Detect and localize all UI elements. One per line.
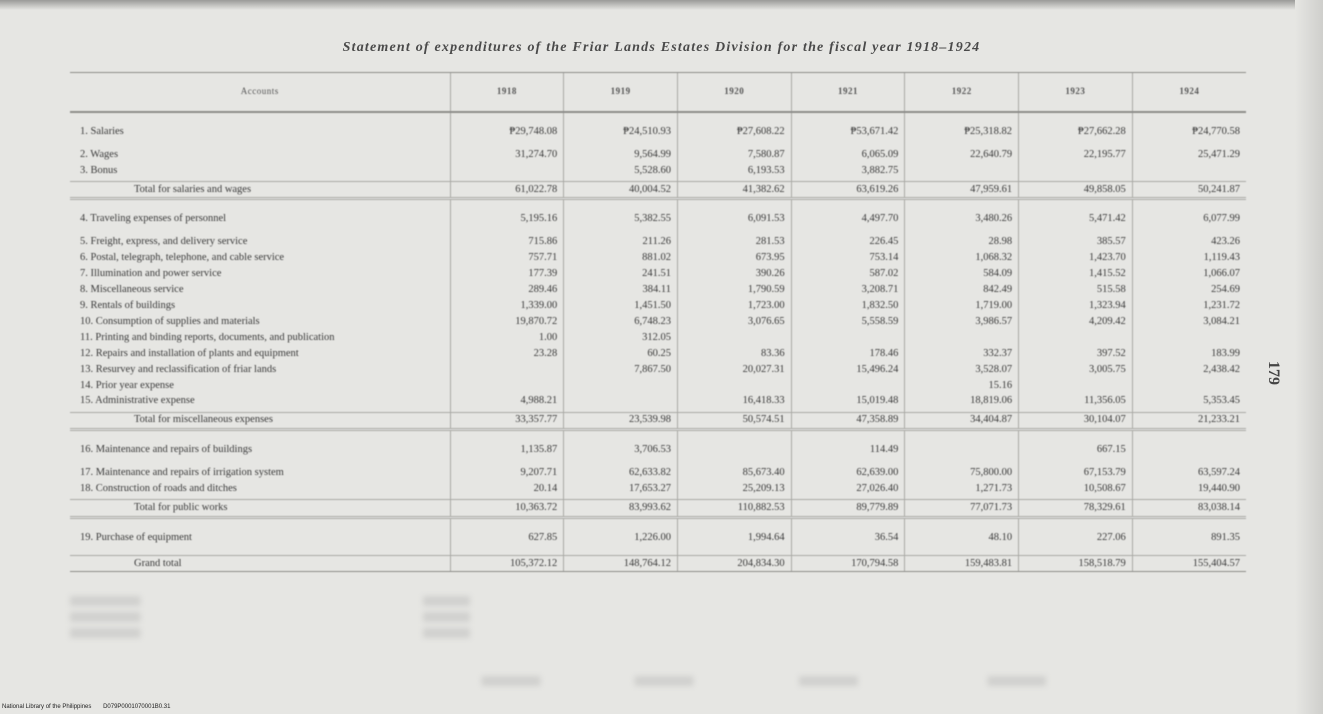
amount-cell: 114.49 — [791, 429, 905, 467]
amount-cell: 49,858.05 — [1019, 181, 1133, 198]
account-label: 1. Salaries — [80, 126, 124, 137]
account-label: 7. Illumination and power service — [80, 268, 222, 280]
amount-cell — [1132, 429, 1246, 467]
amount-cell: 36.54 — [791, 517, 905, 555]
amount-cell: 390.26 — [677, 268, 791, 284]
amount-cell: 62,639.00 — [791, 467, 905, 483]
amount-cell: 3,706.53 — [564, 429, 678, 467]
account-label: 8. Miscellaneous service — [80, 284, 184, 296]
table-row — [70, 165, 1246, 182]
amount-cell: 384.11 — [564, 284, 678, 300]
table-row — [70, 149, 1246, 165]
amount-cell: 47,358.89 — [791, 412, 905, 429]
amount-cell: 9,207.71 — [450, 467, 564, 483]
amount-cell: 5,471.42 — [1019, 199, 1133, 237]
subtotal-row — [70, 500, 1246, 517]
amount-cell: 20,027.31 — [677, 364, 791, 380]
amount-cell — [450, 364, 564, 380]
amount-cell: 2,438.42 — [1132, 364, 1246, 380]
amount-cell: 23.28 — [450, 348, 564, 364]
footer-credit — [2, 704, 180, 710]
amount-cell: 21,233.21 — [1132, 412, 1246, 429]
amount-cell: 62,633.82 — [564, 467, 678, 483]
amount-cell: 63,619.26 — [791, 181, 905, 198]
amount-cell: 61,022.78 — [450, 181, 564, 198]
amount-cell: ₱27,662.28 — [1019, 112, 1133, 149]
amount-cell: 4,209.42 — [1019, 316, 1133, 332]
amount-cell: ₱29,748.08 — [450, 112, 564, 149]
header-year: 1918 — [450, 73, 564, 113]
amount-cell — [1132, 332, 1246, 348]
amount-cell: 30,104.07 — [1019, 412, 1133, 429]
amount-cell: 17,653.27 — [564, 483, 678, 500]
amount-cell: 105,372.12 — [450, 555, 564, 571]
header-accounts: Accounts — [70, 73, 450, 113]
amount-cell: 7,580.87 — [677, 149, 791, 165]
amount-cell: 28.98 — [905, 236, 1019, 252]
table-title: Statement of expenditures of the Friar Lands Estates Division for the fiscal year 1918–1924 — [342, 40, 981, 55]
table-row — [70, 199, 1246, 237]
amount-cell: 20.14 — [450, 483, 564, 500]
footer-library: National Library of the Philippines — [2, 704, 92, 710]
amount-cell: 41,382.62 — [677, 181, 791, 198]
amount-cell: 75,800.00 — [905, 467, 1019, 483]
table-body — [70, 112, 1246, 572]
amount-cell: 3,076.65 — [677, 316, 791, 332]
amount-cell: 27,026.40 — [791, 483, 905, 500]
amount-cell: 67,153.79 — [1019, 467, 1133, 483]
grand-total-row — [70, 555, 1246, 571]
amount-cell: 148,764.12 — [564, 555, 678, 571]
amount-cell: 47,959.61 — [905, 181, 1019, 198]
bleed-through-ghost — [70, 590, 1246, 680]
account-label: 13. Resurvey and reclassification of friar lands — [80, 363, 277, 375]
account-label: Grand total — [70, 555, 450, 571]
amount-cell: 3,005.75 — [1019, 364, 1133, 380]
amount-cell: 673.95 — [677, 252, 791, 268]
amount-cell: 155,404.57 — [1132, 555, 1246, 571]
amount-cell — [564, 380, 678, 396]
account-label: Total for public works — [70, 500, 450, 517]
amount-cell: 159,483.81 — [905, 555, 1019, 571]
account-label: 4. Traveling expenses of personnel — [80, 213, 227, 225]
amount-cell: ₱27,608.22 — [677, 112, 791, 149]
amount-cell: 1,423.70 — [1019, 252, 1133, 268]
amount-cell: 19,440.90 — [1132, 483, 1246, 500]
account-label: Total for miscellaneous expenses — [70, 412, 450, 429]
amount-cell: 15,496.24 — [791, 364, 905, 380]
table-row — [70, 483, 1246, 500]
amount-cell: 170,794.58 — [791, 555, 905, 571]
account-label: 9. Rentals of buildings — [80, 300, 176, 312]
amount-cell: 83.36 — [677, 348, 791, 364]
amount-cell: 397.52 — [1019, 348, 1133, 364]
table-row — [70, 332, 1246, 348]
account-label: 16. Maintenance and repairs of buildings — [80, 443, 253, 455]
amount-cell: 515.58 — [1019, 284, 1133, 300]
amount-cell: 22,640.79 — [905, 149, 1019, 165]
amount-cell: 33,357.77 — [450, 412, 564, 429]
amount-cell — [677, 429, 791, 467]
table-row — [70, 300, 1246, 316]
amount-cell — [564, 395, 678, 412]
header-year: 1922 — [905, 73, 1019, 113]
account-label: 6. Postal, telegraph, telephone, and cable service — [80, 252, 285, 264]
amount-cell: 10,363.72 — [450, 500, 564, 517]
header-year: 1923 — [1019, 73, 1133, 113]
amount-cell: 587.02 — [791, 268, 905, 284]
amount-cell: 31,274.70 — [450, 149, 564, 165]
amount-cell: 89,779.89 — [791, 500, 905, 517]
table-row — [70, 316, 1246, 332]
amount-cell: ₱24,510.93 — [564, 112, 678, 149]
amount-cell: 3,208.71 — [791, 284, 905, 300]
amount-cell: 6,748.23 — [564, 316, 678, 332]
amount-cell: 16,418.33 — [677, 395, 791, 412]
amount-cell — [791, 380, 905, 396]
amount-cell: 6,077.99 — [1132, 199, 1246, 237]
amount-cell: 1,719.00 — [905, 300, 1019, 316]
amount-cell: 423.26 — [1132, 236, 1246, 252]
header-year: 1919 — [564, 73, 678, 113]
table-row — [70, 252, 1246, 268]
amount-cell: 83,038.14 — [1132, 500, 1246, 517]
account-label: 3. Bonus — [80, 164, 118, 176]
amount-cell: ₱25,318.82 — [905, 112, 1019, 149]
amount-cell: 110,882.53 — [677, 500, 791, 517]
page-number: 179 — [1265, 361, 1282, 385]
amount-cell: 254.69 — [1132, 284, 1246, 300]
amount-cell — [1019, 332, 1133, 348]
amount-cell: 211.26 — [564, 236, 678, 252]
account-label: 14. Prior year expense — [80, 379, 174, 391]
amount-cell: 78,329.61 — [1019, 500, 1133, 517]
amount-cell: 667.15 — [1019, 429, 1133, 467]
amount-cell: 48.10 — [905, 517, 1019, 555]
amount-cell: 6,065.09 — [791, 149, 905, 165]
amount-cell — [905, 332, 1019, 348]
amount-cell: 1,994.64 — [677, 517, 791, 555]
amount-cell: 5,353.45 — [1132, 395, 1246, 412]
amount-cell: 10,508.67 — [1019, 483, 1133, 500]
amount-cell: 1,119.43 — [1132, 252, 1246, 268]
amount-cell: 9,564.99 — [564, 149, 678, 165]
amount-cell: 22,195.77 — [1019, 149, 1133, 165]
amount-cell: 1,723.00 — [677, 300, 791, 316]
amount-cell — [450, 165, 564, 182]
amount-cell: 11,356.05 — [1019, 395, 1133, 412]
amount-cell: 881.02 — [564, 252, 678, 268]
amount-cell: 5,528.60 — [564, 165, 678, 182]
amount-cell: 77,071.73 — [905, 500, 1019, 517]
account-label: Total for salaries and wages — [70, 181, 450, 198]
amount-cell: 3,986.57 — [905, 316, 1019, 332]
amount-cell: 312.05 — [564, 332, 678, 348]
table-row — [70, 517, 1246, 555]
amount-cell: 1,135.87 — [450, 429, 564, 467]
amount-cell: 5,558.59 — [791, 316, 905, 332]
table-row — [70, 284, 1246, 300]
amount-cell: 241.51 — [564, 268, 678, 284]
amount-cell: 85,673.40 — [677, 467, 791, 483]
amount-cell: 50,574.51 — [677, 412, 791, 429]
amount-cell: 177.39 — [450, 268, 564, 284]
amount-cell: 60.25 — [564, 348, 678, 364]
table-row — [70, 236, 1246, 252]
header-year: 1921 — [791, 73, 905, 113]
amount-cell: 40,004.52 — [564, 181, 678, 198]
page-edge-shadow — [0, 0, 1323, 10]
amount-cell: 3,528.07 — [905, 364, 1019, 380]
amount-cell: 183.99 — [1132, 348, 1246, 364]
amount-cell: 15.16 — [905, 380, 1019, 396]
account-label: 18. Construction of roads and ditches — [80, 482, 237, 494]
amount-cell: 18,819.06 — [905, 395, 1019, 412]
amount-cell: 4,988.21 — [450, 395, 564, 412]
header-year: 1920 — [677, 73, 791, 113]
amount-cell — [677, 332, 791, 348]
amount-cell: 1,323.94 — [1019, 300, 1133, 316]
amount-cell: 891.35 — [1132, 517, 1246, 555]
table-row — [70, 348, 1246, 364]
amount-cell: 627.85 — [450, 517, 564, 555]
amount-cell: 842.49 — [905, 284, 1019, 300]
amount-cell: 25,209.13 — [677, 483, 791, 500]
amount-cell: 4,497.70 — [791, 199, 905, 237]
table-row — [70, 395, 1246, 412]
amount-cell — [1019, 165, 1133, 182]
amount-cell: 15,019.48 — [791, 395, 905, 412]
account-label: 12. Repairs and installation of plants and equipment — [80, 347, 299, 359]
subtotal-row — [70, 181, 1246, 198]
amount-cell: 204,834.30 — [677, 555, 791, 571]
header-row — [70, 73, 1246, 113]
table-row — [70, 467, 1246, 483]
amount-cell: 289.46 — [450, 284, 564, 300]
amount-cell — [905, 165, 1019, 182]
amount-cell — [450, 380, 564, 396]
amount-cell: 3,882.75 — [791, 165, 905, 182]
amount-cell: 753.14 — [791, 252, 905, 268]
amount-cell — [677, 380, 791, 396]
amount-cell: 7,867.50 — [564, 364, 678, 380]
amount-cell: 1,226.00 — [564, 517, 678, 555]
amount-cell: ₱24,770.58 — [1132, 112, 1246, 149]
amount-cell: 332.37 — [905, 348, 1019, 364]
account-label: 19. Purchase of equipment — [80, 531, 192, 543]
amount-cell: 6,091.53 — [677, 199, 791, 237]
account-label: 10. Consumption of supplies and materials — [80, 315, 260, 327]
amount-cell: 385.57 — [1019, 236, 1133, 252]
amount-cell: 19,870.72 — [450, 316, 564, 332]
amount-cell: 5,382.55 — [564, 199, 678, 237]
amount-cell: 23,539.98 — [564, 412, 678, 429]
amount-cell: 1,790.59 — [677, 284, 791, 300]
amount-cell: 1,339.00 — [450, 300, 564, 316]
table-row — [70, 268, 1246, 284]
amount-cell: 226.45 — [791, 236, 905, 252]
header-year: 1924 — [1132, 73, 1246, 113]
amount-cell: 281.53 — [677, 236, 791, 252]
amount-cell: 1,066.07 — [1132, 268, 1246, 284]
amount-cell: 5,195.16 — [450, 199, 564, 237]
account-label: 5. Freight, express, and delivery service — [80, 236, 248, 248]
table-row — [70, 112, 1246, 149]
account-label: 2. Wages — [80, 148, 119, 160]
amount-cell: 1,271.73 — [905, 483, 1019, 500]
amount-cell — [1132, 165, 1246, 182]
amount-cell: 6,193.53 — [677, 165, 791, 182]
amount-cell: 178.46 — [791, 348, 905, 364]
amount-cell — [791, 332, 905, 348]
account-label: 11. Printing and binding reports, documents, and publication — [80, 331, 335, 343]
amount-cell: 1,415.52 — [1019, 268, 1133, 284]
amount-cell: 50,241.87 — [1132, 181, 1246, 198]
amount-cell: 1,451.50 — [564, 300, 678, 316]
amount-cell: 584.09 — [905, 268, 1019, 284]
account-label: 15. Administrative expense — [80, 395, 195, 407]
amount-cell: 63,597.24 — [1132, 467, 1246, 483]
amount-cell: 1.00 — [450, 332, 564, 348]
amount-cell: 1,832.50 — [791, 300, 905, 316]
table-row — [70, 364, 1246, 380]
subtotal-row — [70, 412, 1246, 429]
page-gutter-shadow — [1295, 0, 1323, 714]
table-row — [70, 429, 1246, 467]
amount-cell: 3,084.21 — [1132, 316, 1246, 332]
amount-cell: 83,993.62 — [564, 500, 678, 517]
amount-cell — [1132, 380, 1246, 396]
account-label: 17. Maintenance and repairs of irrigation system — [80, 467, 284, 479]
amount-cell: 715.86 — [450, 236, 564, 252]
amount-cell: 1,231.72 — [1132, 300, 1246, 316]
amount-cell — [1019, 380, 1133, 396]
amount-cell: 757.71 — [450, 252, 564, 268]
amount-cell: 25,471.29 — [1132, 149, 1246, 165]
amount-cell: 34,404.87 — [905, 412, 1019, 429]
table-row — [70, 380, 1246, 396]
amount-cell: 227.06 — [1019, 517, 1133, 555]
amount-cell — [905, 429, 1019, 467]
expenditure-table — [70, 72, 1246, 572]
amount-cell: 1,068.32 — [905, 252, 1019, 268]
amount-cell: 158,518.79 — [1019, 555, 1133, 571]
amount-cell: ₱53,671.42 — [791, 112, 905, 149]
amount-cell: 3,480.26 — [905, 199, 1019, 237]
footer-code: D079P0001070001B0.31 — [103, 704, 171, 710]
